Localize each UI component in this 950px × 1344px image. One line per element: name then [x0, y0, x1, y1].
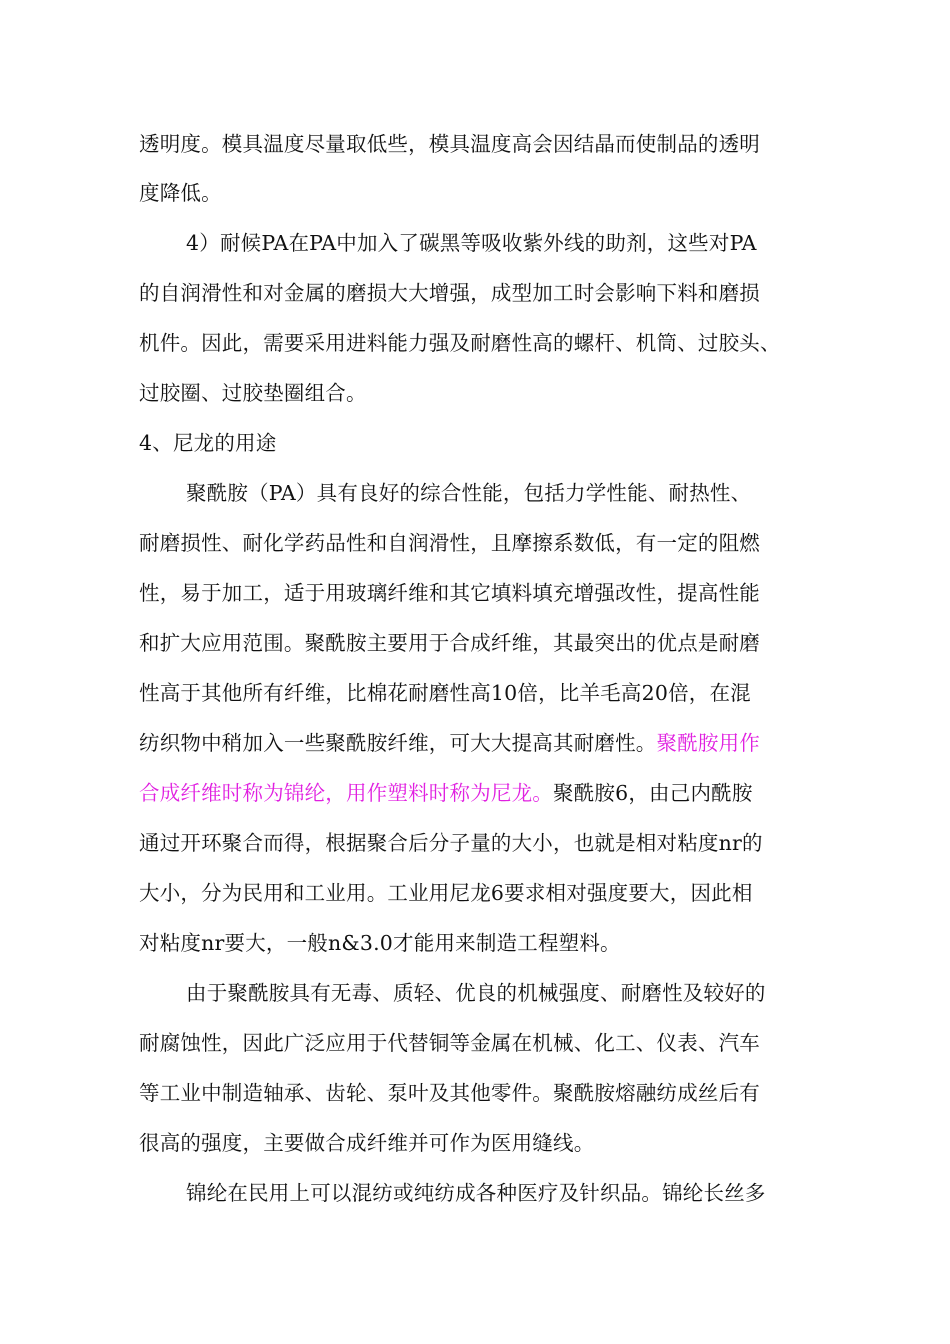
text-line: 很高的强度，主要做合成纤维并可作为医用缝线。 [139, 1131, 595, 1155]
section-heading: 4、尼龙的用途 [139, 431, 277, 455]
text-line [139, 730, 760, 756]
text-line: 性，易于加工，适于用玻璃纤维和其它填料填充增强改性，提高性能 [139, 581, 760, 605]
text-line: 锦纶在民用上可以混纺或纯纺成各种医疗及针织品。锦纶长丝多 [186, 1181, 766, 1205]
text-line: 通过开环聚合而得，根据聚合后分子量的大小，也就是相对粘度nr的 [139, 831, 763, 855]
text-line: 机件。因此，需要采用进料能力强及耐磨性高的螺杆、机筒、过胶头、 [139, 331, 781, 355]
text-line: 耐腐蚀性，因此广泛应用于代替铜等金属在机械、化工、仪表、汽车 [139, 1031, 760, 1055]
text-line: 聚酰胺（PA）具有良好的综合性能，包括力学性能、耐热性、 [186, 481, 752, 505]
text-line [139, 780, 753, 806]
highlighted-text: 聚酰胺用作 [656, 731, 760, 755]
text-line: 大小，分为民用和工业用。工业用尼龙6要求相对强度要大，因此相 [139, 881, 753, 905]
text-line: 过胶圈、过胶垫圈组合。 [139, 381, 367, 405]
text-segment: 聚酰胺6，由己内酰胺 [553, 781, 753, 805]
highlighted-text: 合成纤维时称为锦纶，用作塑料时称为尼龙。 [139, 781, 553, 805]
text-line: 度降低。 [139, 181, 222, 205]
text-line: 的自润滑性和对金属的磨损大大增强，成型加工时会影响下料和磨损 [139, 281, 760, 305]
text-line: 性高于其他所有纤维，比棉花耐磨性高10倍，比羊毛高20倍，在混 [139, 681, 751, 705]
text-segment: 纺织物中稍加入一些聚酰胺纤维，可大大提高其耐磨性。 [139, 731, 657, 755]
text-line: 4）耐候PA在PA中加入了碳黑等吸收紫外线的助剂，这些对PA [186, 231, 757, 255]
text-line: 和扩大应用范围。聚酰胺主要用于合成纤维，其最突出的优点是耐磨 [139, 631, 760, 655]
text-line: 等工业中制造轴承、齿轮、泵叶及其他零件。聚酰胺熔融纺成丝后有 [139, 1081, 760, 1105]
text-line: 对粘度nr要大，一般n&3.0才能用来制造工程塑料。 [139, 931, 621, 955]
text-line: 透明度。模具温度尽量取低些，模具温度高会因结晶而使制品的透明 [139, 132, 760, 156]
text-line: 由于聚酰胺具有无毒、质轻、优良的机械强度、耐磨性及较好的 [186, 981, 766, 1005]
text-line: 耐磨损性、耐化学药品性和自润滑性，且摩擦系数低，有一定的阻燃 [139, 531, 760, 555]
